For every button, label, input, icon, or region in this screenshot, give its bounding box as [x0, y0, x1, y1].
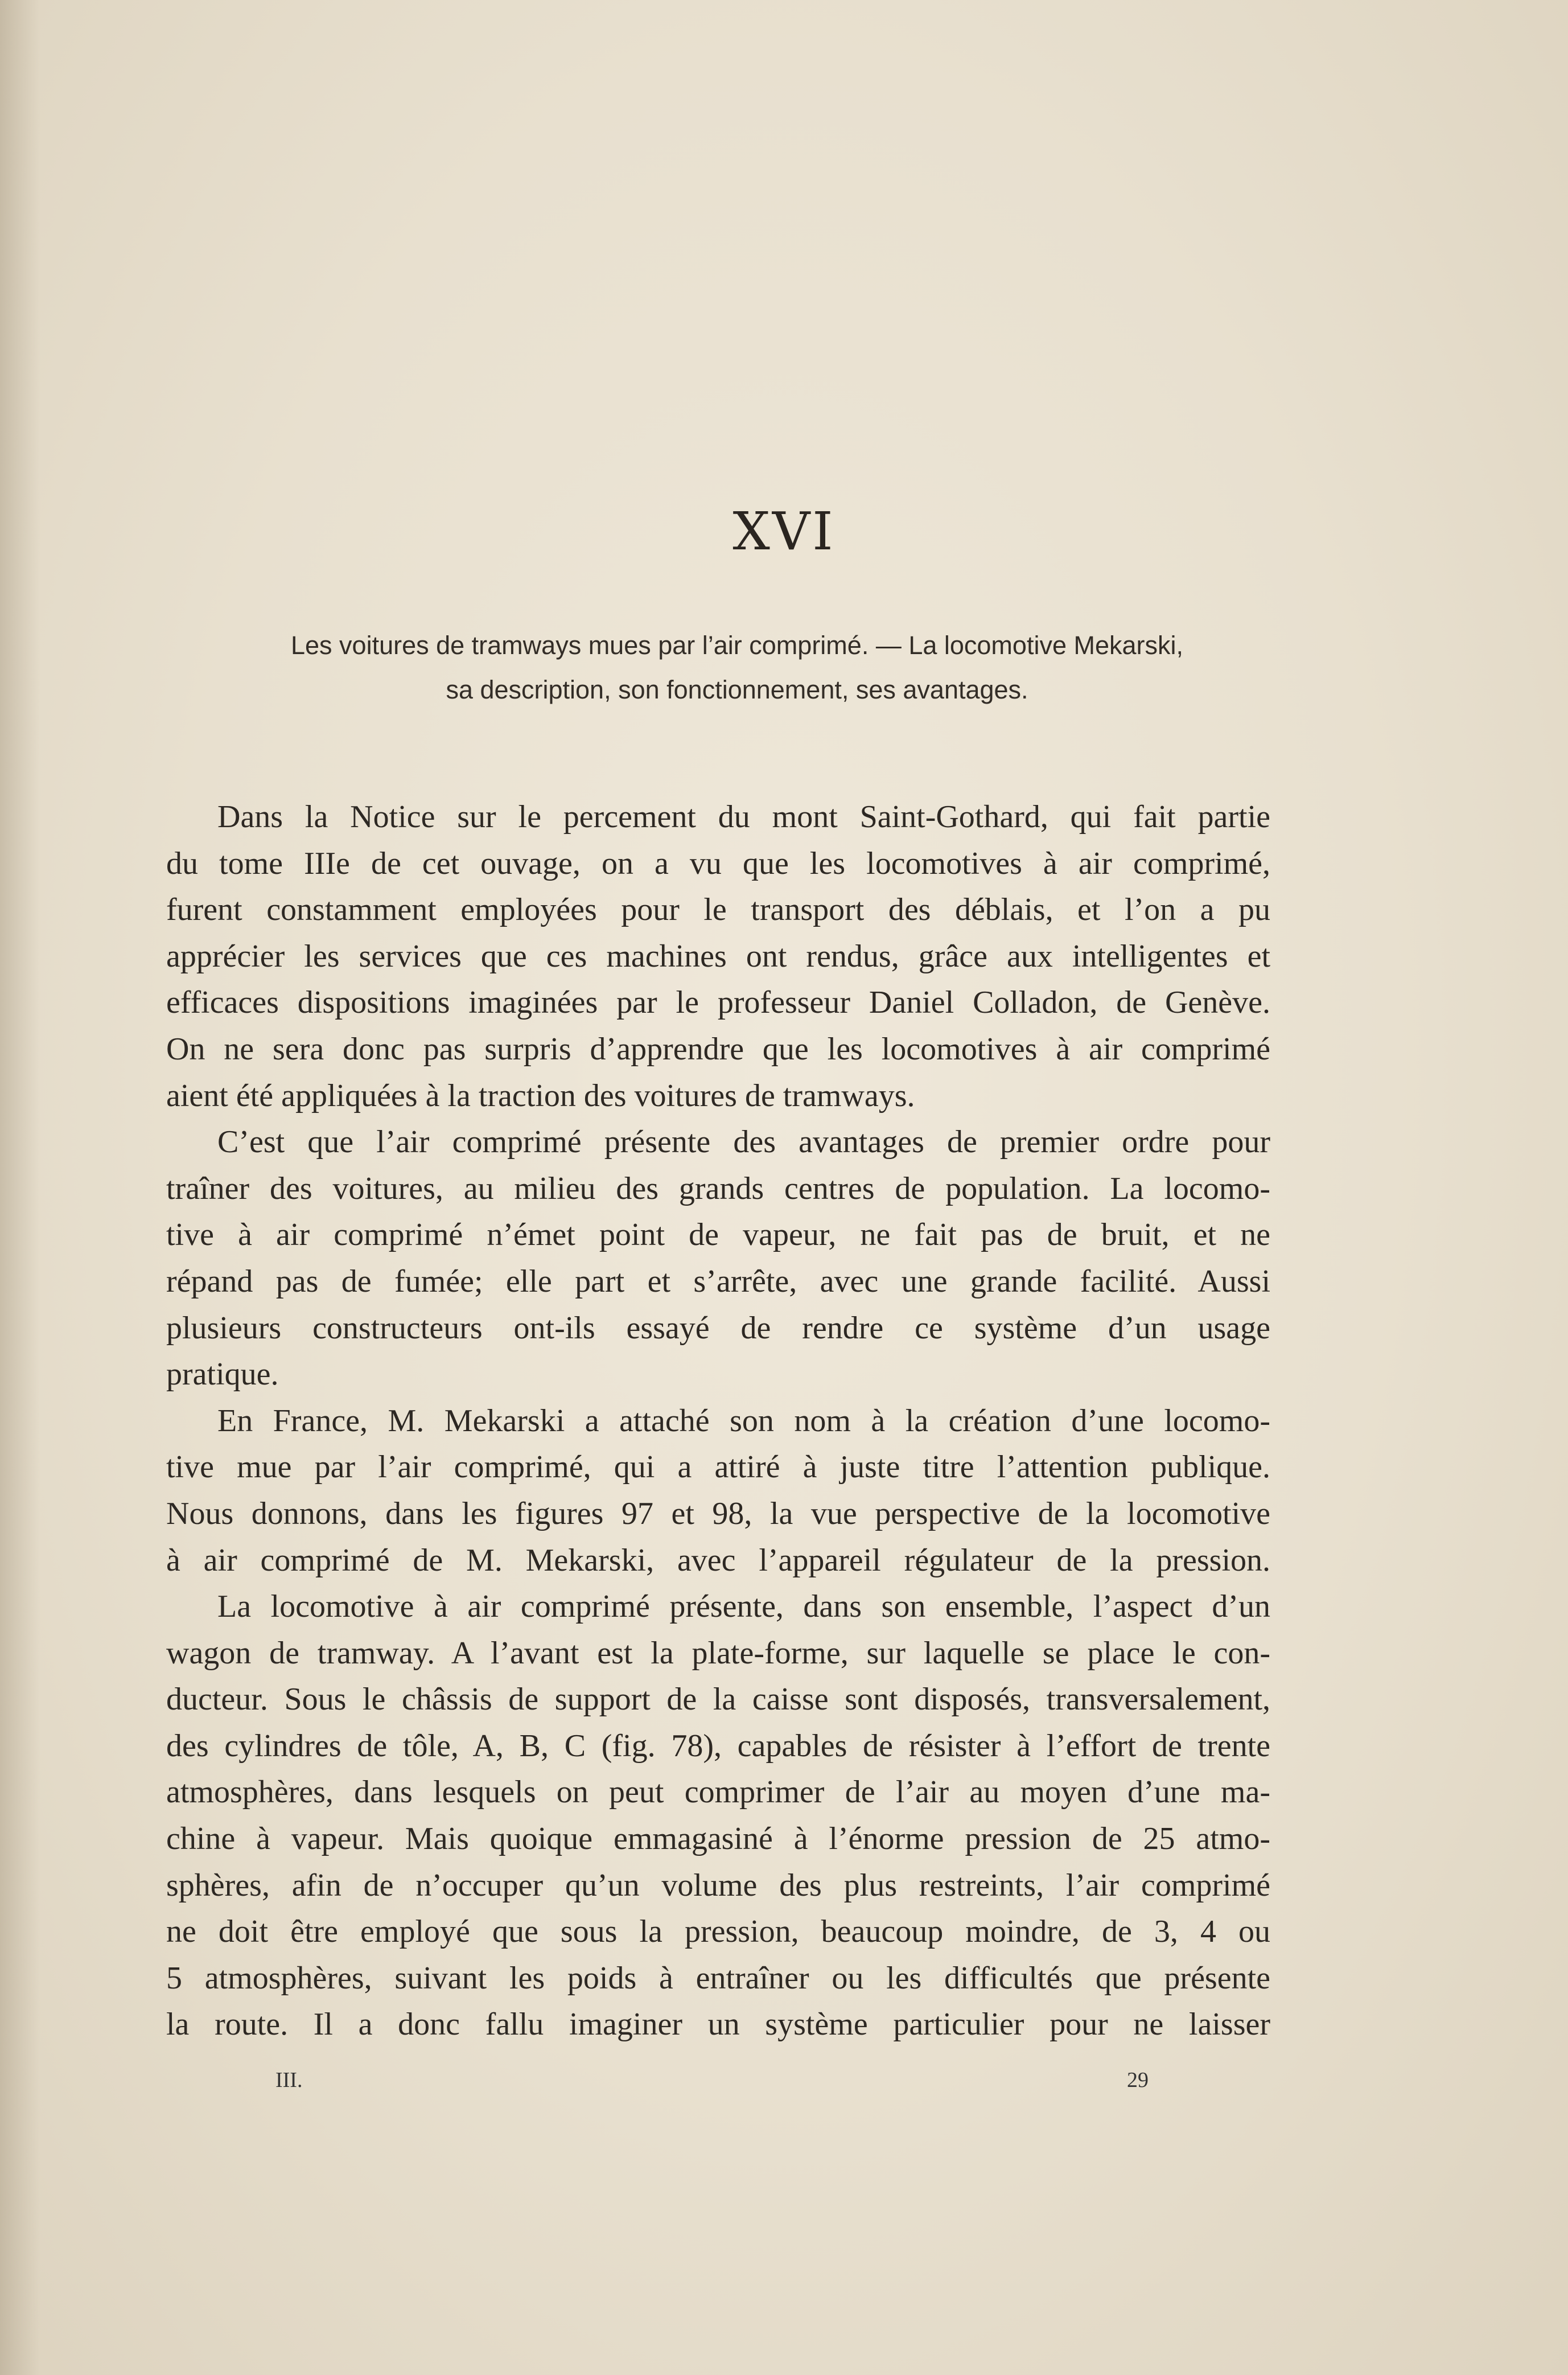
- text-line: tive mue par l’air comprimé, qui a attiré à juste titre l’attention publique.: [166, 1449, 1270, 1485]
- text-line: plusieurs constructeurs ont-ils essayé de rendre ce système d’un usage: [166, 1310, 1270, 1346]
- text-line: atmosphères, dans lesquels on peut comprimer de l’air au moyen d’une ma-: [166, 1774, 1270, 1810]
- body-text: [166, 794, 1270, 2048]
- text-line: traîner des voitures, au milieu des grands centres de population. La locomo-: [166, 1170, 1270, 1206]
- text-line: Nous donnons, dans les figures 97 et 98, la vue perspective de la locomotive: [166, 1495, 1270, 1531]
- text-line: pratique.: [166, 1357, 279, 1392]
- text-line: ne doit être employé que sous la pression, beaucoup moindre, de 3, 4 ou: [166, 1914, 1270, 1950]
- text-line: répand pas de fumée; elle part et s’arrête, avec une grande facilité. Aussi: [166, 1263, 1270, 1299]
- text-line: Dans la Notice sur le percement du mont Saint-Gothard, qui fait partie: [217, 799, 1270, 835]
- text-line: En France, M. Mekarski a attaché son nom à la création d’une locomo-: [217, 1403, 1270, 1439]
- text-line: efficaces dispositions imaginées par le professeur Daniel Colladon, de Genève.: [166, 985, 1270, 1021]
- summary-line: sa description, son fonctionnement, ses avantages.: [446, 675, 1028, 704]
- page-edge-shadow: [0, 0, 40, 2375]
- text-line: des cylindres de tôle, A, B, C (fig. 78), capables de résister à l’effort de trente: [166, 1728, 1270, 1764]
- chapter-number: XVI: [732, 501, 836, 562]
- summary-line: Les voitures de tramways mues par l’air comprimé. — La locomotive Mekarski,: [290, 631, 1183, 660]
- text-line: tive à air comprimé n’émet point de vapeur, ne fait pas de bruit, et ne: [166, 1217, 1270, 1253]
- footer-volume: III.: [275, 2068, 303, 2092]
- text-line: apprécier les services que ces machines ont rendus, grâce aux intelligentes et: [166, 938, 1270, 974]
- text-line: sphères, afin de n’occuper qu’un volume des plus restreints, l’air comprimé: [166, 1867, 1270, 1903]
- text-line: à air comprimé de M. Mekarski, avec l’appareil régulateur de la pression.: [166, 1542, 1270, 1578]
- chapter-summary: [188, 623, 1286, 712]
- text-line: C’est que l’air comprimé présente des avantages de premier ordre pour: [217, 1124, 1270, 1160]
- text-line: ducteur. Sous le châssis de support de la caisse sont disposés, transversalement,: [166, 1682, 1270, 1717]
- text-line: aient été appliquées à la traction des voitures de tramways.: [166, 1078, 915, 1113]
- text-line: On ne sera donc pas surpris d’apprendre que les locomotives à air comprimé: [166, 1031, 1270, 1067]
- text-line: La locomotive à air comprimé présente, dans son ensemble, l’aspect d’un: [217, 1589, 1270, 1625]
- text-line: 5 atmosphères, suivant les poids à entraîner ou les difficultés que présente: [166, 1960, 1270, 1996]
- text-line: wagon de tramway. A l’avant est la plate-forme, sur laquelle se place le con-: [166, 1635, 1270, 1671]
- text-line: la route. Il a donc fallu imaginer un système particulier pour ne laisser: [166, 2007, 1270, 2043]
- text-line: chine à vapeur. Mais quoique emmagasiné à l’énorme pression de 25 atmo-: [166, 1821, 1270, 1857]
- footer-signature: 29: [1127, 2068, 1149, 2092]
- text-line: furent constamment employées pour le transport des déblais, et l’on a pu: [166, 892, 1270, 928]
- text-line: du tome IIIe de cet ouvage, on a vu que les locomotives à air comprimé,: [166, 845, 1270, 881]
